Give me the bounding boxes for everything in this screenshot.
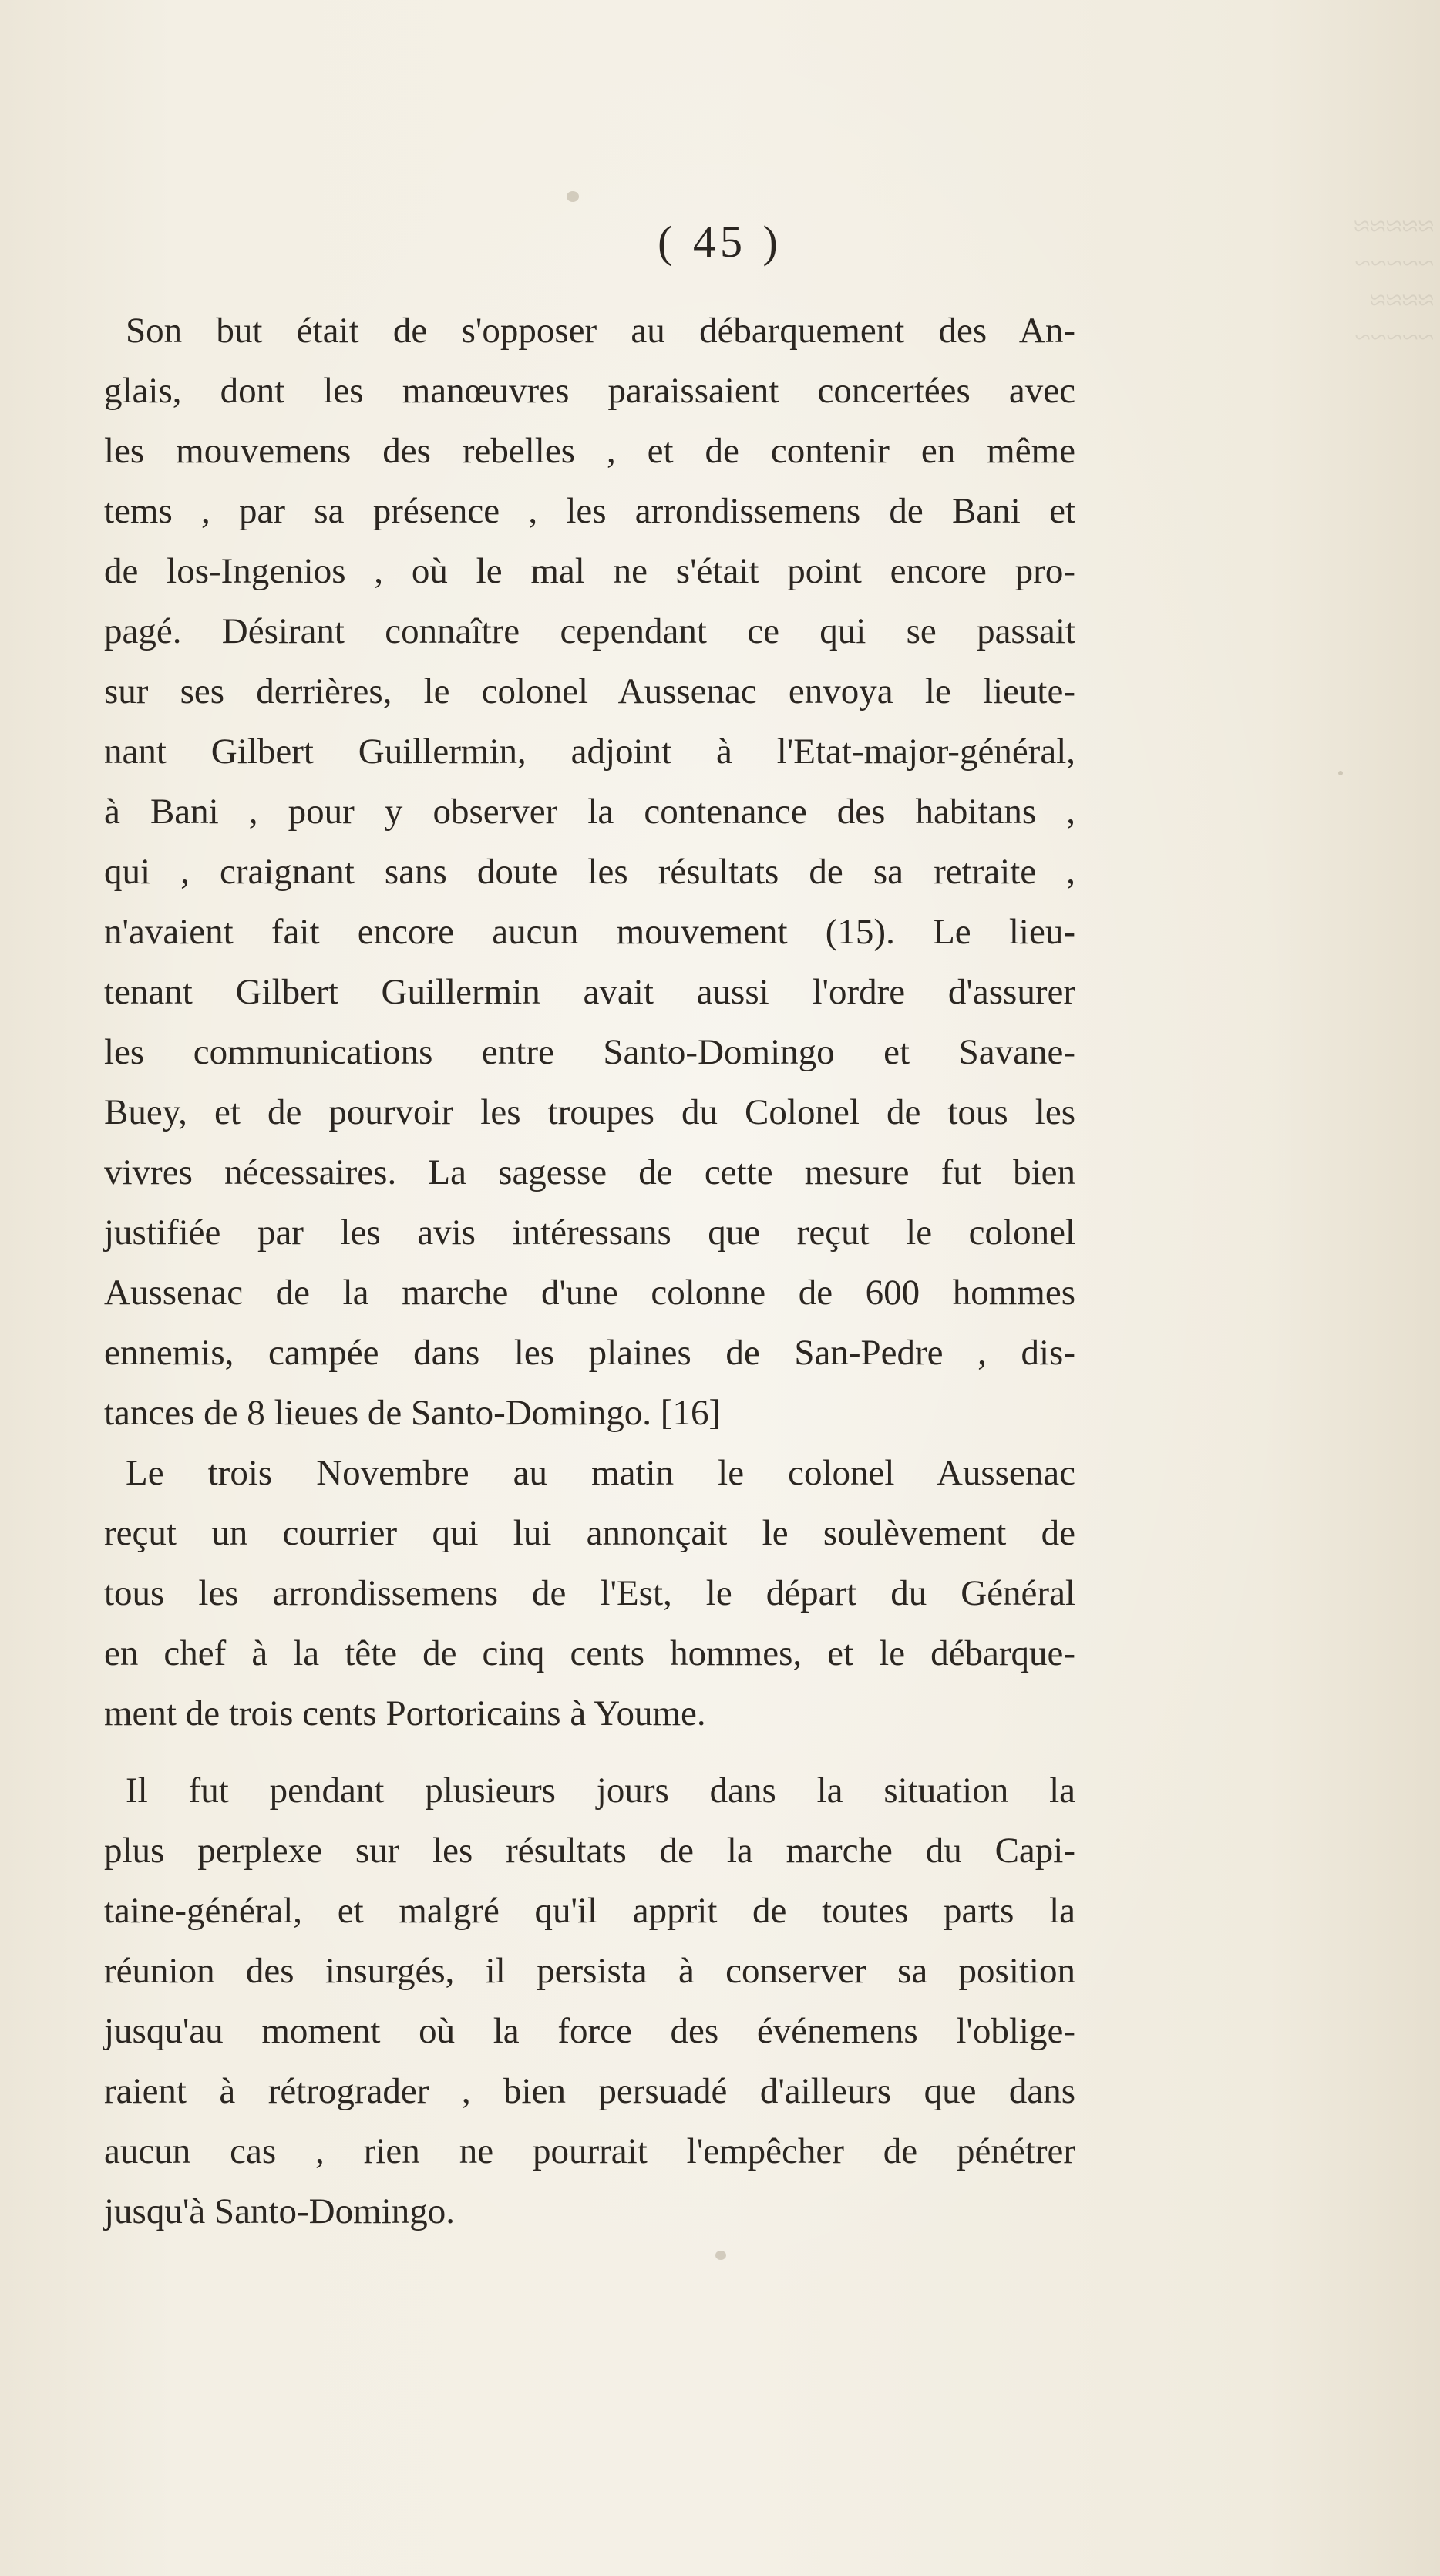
page-number: ( 45 ) <box>658 217 782 267</box>
text-line: ment de trois cents Portoricains à Youme. <box>104 1693 706 1734</box>
paragraph-3 <box>104 1760 1075 2241</box>
text-line: reçut un courrier qui lui annonçait le soulèvement de <box>104 1513 1075 1553</box>
text-line: taine-général, et malgré qu'il apprit de toutes parts la <box>104 1891 1075 1931</box>
text-line: Buey, et de pourvoir les troupes du Colonel de tous les <box>104 1092 1075 1132</box>
text-line: jusqu'à Santo-Domingo. <box>104 2191 455 2231</box>
text-line: pagé. Désirant connaître cependant ce qui se passait <box>104 611 1075 651</box>
text-line: aucun cas , rien ne pourrait l'empêcher de pénétrer <box>104 2131 1075 2171</box>
text-line: Il fut pendant plusieurs jours dans la situation la <box>126 1771 1075 1811</box>
text-line: n'avaient fait encore aucun mouvement (15). Le lieu- <box>104 912 1075 952</box>
text-line: jusqu'au moment où la force des événemens l'oblige- <box>104 2011 1075 2051</box>
text-line: Le trois Novembre au matin le colonel Aussenac <box>126 1453 1075 1493</box>
show-through-decoration: ≈≈≈≈≈ ~~~~~ ≈≈≈≈ ~~~~~ <box>1353 210 1434 354</box>
paper-speck <box>715 2251 726 2260</box>
text-line: sur ses derrières, le colonel Aussenac envoya le lieute- <box>104 671 1075 711</box>
text-line: raient à rétrograder , bien persuadé d'ailleurs que dans <box>104 2071 1075 2111</box>
text-line: nant Gilbert Guillermin, adjoint à l'Etat-major-général, <box>104 731 1075 772</box>
text-line: les mouvemens des rebelles , et de contenir en même <box>104 431 1075 471</box>
text-line: en chef à la tête de cinq cents hommes, et le débarque- <box>104 1633 1075 1673</box>
text-line: les communications entre Santo-Domingo et Savane- <box>104 1032 1075 1072</box>
paper-speck <box>567 191 579 202</box>
page-body <box>104 301 1075 2241</box>
text-line: Aussenac de la marche d'une colonne de 600 hommes <box>104 1273 1075 1313</box>
text-line: tems , par sa présence , les arrondissemens de Bani et <box>104 491 1075 531</box>
text-line: réunion des insurgés, il persista à conserver sa position <box>104 1951 1075 1991</box>
text-line: tous les arrondissemens de l'Est, le départ du Général <box>104 1573 1075 1613</box>
text-line: justifiée par les avis intéressans que reçut le colonel <box>104 1212 1075 1253</box>
paragraph-1 <box>104 301 1075 1443</box>
text-line: vivres nécessaires. La sagesse de cette mesure fut bien <box>104 1152 1075 1192</box>
paper-speck <box>1338 771 1343 775</box>
text-line: qui , craignant sans doute les résultats de sa retraite , <box>104 852 1075 892</box>
text-line: à Bani , pour y observer la contenance des habitans , <box>104 792 1075 832</box>
text-line: de los-Ingenios , où le mal ne s'était point encore pro- <box>104 551 1075 591</box>
text-line: tances de 8 lieues de Santo-Domingo. [16] <box>104 1393 722 1433</box>
text-line: ennemis, campée dans les plaines de San-Pedre , dis- <box>104 1333 1075 1373</box>
paragraph-2 <box>104 1443 1075 1744</box>
text-line: tenant Gilbert Guillermin avait aussi l'ordre d'assurer <box>104 972 1075 1012</box>
text-line: glais, dont les manœuvres paraissaient concertées avec <box>104 371 1075 411</box>
text-line: Son but était de s'opposer au débarquement des An- <box>126 311 1075 351</box>
text-line: plus perplexe sur les résultats de la marche du Capi- <box>104 1831 1075 1871</box>
